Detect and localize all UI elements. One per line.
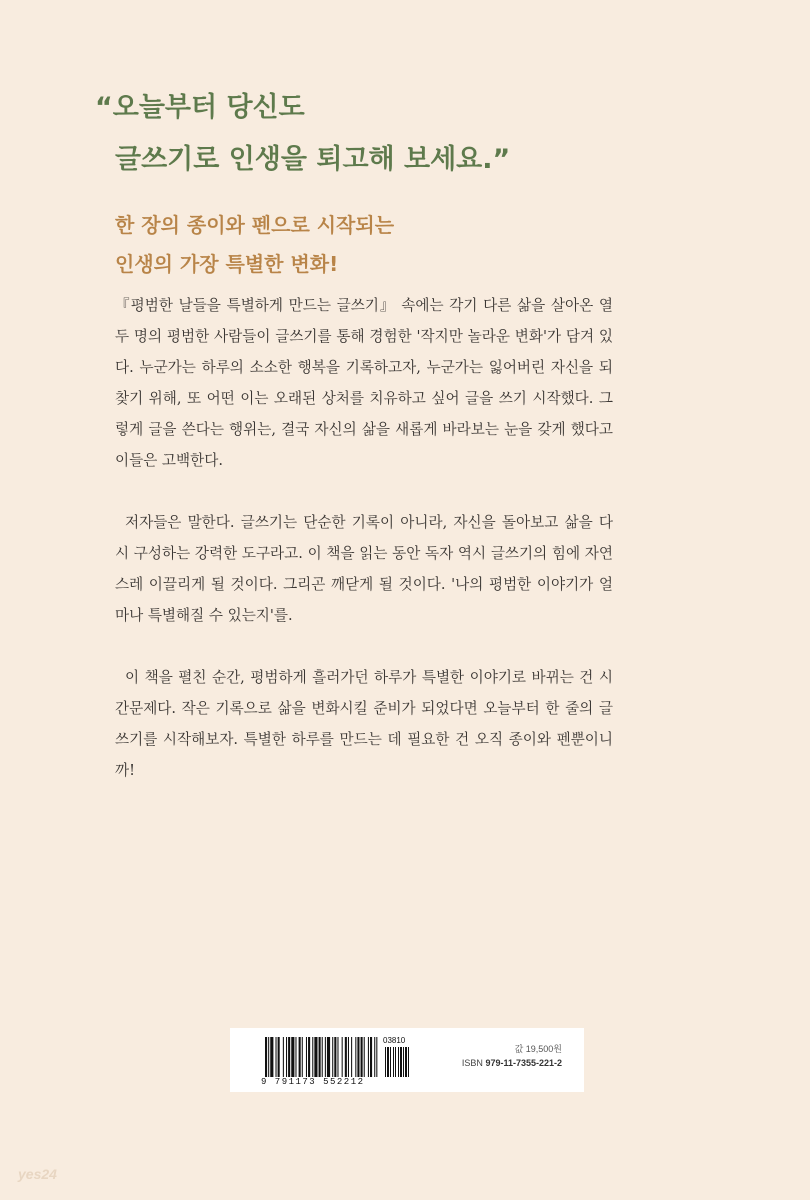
- barcode-bar: [370, 1037, 372, 1077]
- barcode-addon-bar: [398, 1047, 399, 1077]
- barcode-label: [230, 1028, 584, 1092]
- barcode-bar: [312, 1037, 313, 1077]
- book-description: [115, 290, 613, 786]
- barcode-bar: [278, 1037, 280, 1077]
- barcode-addon-bar: [405, 1047, 407, 1077]
- barcode-bar: [308, 1037, 310, 1077]
- barcode-bar: [357, 1037, 359, 1077]
- barcode-addon-code: 03810: [383, 1036, 406, 1045]
- barcode-bar: [288, 1037, 290, 1077]
- barcode-addon-bar: [400, 1047, 402, 1077]
- barcode-bar: [302, 1037, 303, 1077]
- barcode-bar: [295, 1037, 296, 1077]
- barcode-bar: [364, 1037, 365, 1077]
- barcode-bar: [286, 1037, 287, 1077]
- barcode-bar: [332, 1037, 333, 1077]
- barcode-bar: [322, 1037, 323, 1077]
- barcode-bar: [355, 1037, 356, 1077]
- subheadline: [115, 206, 394, 284]
- barcode-digits: 9 791173 552212: [261, 1077, 365, 1087]
- barcode-bar: [319, 1037, 321, 1077]
- barcode-addon-bar: [387, 1047, 389, 1077]
- description-paragraph-1: 『평범한 날들을 특별하게 만드는 글쓰기』 속에는 각기 다른 삶을 살아온 열두 명의 평범한 사람들이 글쓰기를 통해 경험한 '작지만 놀라운 변화'가 담겨 있다. 누군가는 하루의 소소한 행복을 기록하고자, 누군가는 잃어버린 자신을 되찾기 위해, 또 어떤 이는 오래된 상처를 치유하고 싶어 글을 쓰기 시작했다. 그렇게 글을 쓴다는 행위는, 결국 자신의 삶을 새롭게 바라보는 눈을 갖게 했다고 이들은 고백한다.: [115, 297, 613, 469]
- description-paragraph-3: 이 책을 펼친 순간, 평범하게 흘러가던 하루가 특별한 이야기로 바뀌는 건 시간문제다. 작은 기록으로 삶을 변화시킬 준비가 되었다면 오늘부터 한 줄의 글쓰기를 시작해보자. 특별한 하루를 만드는 데 필요한 건 오직 종이와 펜뿐이니까!: [115, 669, 613, 779]
- price-text: 값 19,500원: [514, 1044, 562, 1054]
- barcode-bar: [334, 1037, 336, 1077]
- barcode-addon-bar: [385, 1047, 386, 1077]
- barcode-bar: [325, 1037, 326, 1077]
- barcode-bar: [299, 1037, 301, 1077]
- watermark-logo: yes24: [18, 1166, 57, 1182]
- headline-quote: [95, 82, 510, 186]
- barcode-bar: [283, 1037, 284, 1077]
- isbn-text: [462, 1058, 562, 1068]
- description-paragraph-2: 저자들은 말한다. 글쓰기는 단순한 기록이 아니라, 자신을 돌아보고 삶을 다시 구성하는 강력한 도구라고. 이 책을 읽는 동안 독자 역시 글쓰기의 힘에 자연스레 이끌리게 될 것이다. 그리곤 깨닫게 될 것이다. '나의 평범한 이야기가 얼마나 특별해질 수 있는지'를.: [115, 514, 613, 624]
- barcode-bar: [306, 1037, 307, 1077]
- barcode-addon-bar: [393, 1047, 394, 1077]
- barcode-bar: [376, 1037, 377, 1077]
- barcode-addon-bar: [390, 1047, 391, 1077]
- barcode-bar: [314, 1037, 317, 1077]
- barcode-bar: [291, 1037, 294, 1077]
- headline-line-2: 글쓰기로 인생을 퇴고해 보세요.”: [115, 144, 511, 175]
- barcode-bar: [268, 1037, 269, 1077]
- subheadline-line-2: 인생의 가장 특별한 변화!: [115, 252, 339, 276]
- barcode-bar: [361, 1037, 363, 1077]
- isbn-label: ISBN: [461, 1058, 483, 1068]
- barcode-bar: [374, 1037, 375, 1077]
- headline-line-1: “오늘부터 당신도: [95, 92, 305, 123]
- barcode-addon-bar: [395, 1047, 396, 1077]
- barcode-addon-bar: [403, 1047, 404, 1077]
- barcode-bar: [276, 1037, 277, 1077]
- barcode-addon-bar: [408, 1047, 409, 1077]
- barcode-bar: [345, 1037, 347, 1077]
- barcode-bar: [270, 1037, 273, 1077]
- barcode-bar: [342, 1037, 343, 1077]
- barcode-bar: [327, 1037, 330, 1077]
- subheadline-line-1: 한 장의 종이와 펜으로 시작되는: [115, 213, 395, 237]
- barcode-bar: [265, 1037, 267, 1077]
- barcode-bar: [368, 1037, 369, 1077]
- barcode-bar: [348, 1037, 349, 1077]
- isbn-number: 979-11-7355-221-2: [485, 1058, 562, 1068]
- barcode-bar: [337, 1037, 338, 1077]
- barcode-bar: [351, 1037, 352, 1077]
